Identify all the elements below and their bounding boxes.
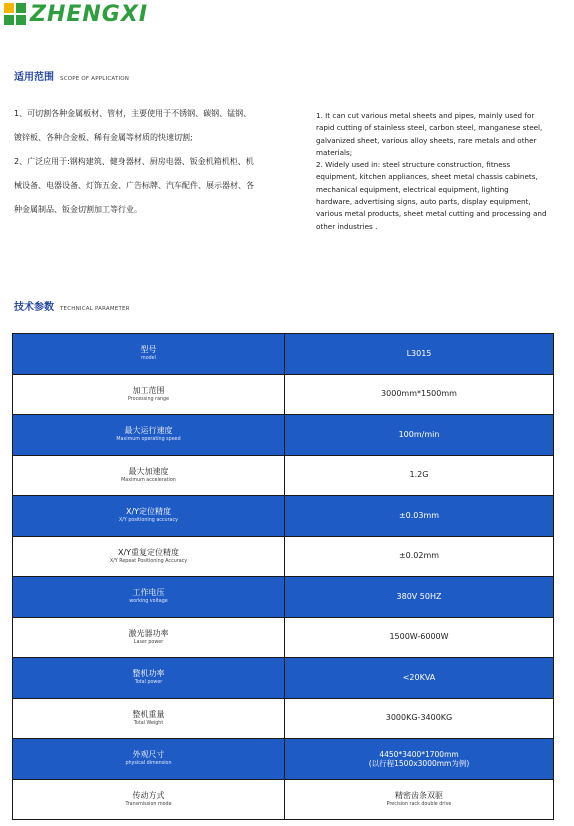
- scope-en-text: [316, 110, 560, 233]
- param-label-cn: 工作电压: [132, 588, 165, 598]
- param-value: 1500W-6000W: [389, 632, 449, 642]
- param-label-cn: 最大运行速度: [124, 426, 173, 436]
- param-value: 1.2G: [409, 470, 429, 480]
- scope-title-cn: 适用范围: [14, 72, 54, 83]
- param-label-cn: 型号: [140, 345, 157, 355]
- param-value: 3000KG-3400KG: [385, 713, 453, 723]
- technical-parameter-table: [12, 333, 554, 820]
- scope-en-line: materials;: [316, 147, 353, 157]
- params-title-en: TECHNICAL PARAMETER: [60, 306, 130, 312]
- param-value: 3000mm*1500mm: [381, 389, 457, 399]
- param-value: 4450*3400*1700mm: [379, 749, 459, 759]
- param-value: 380V 50HZ: [396, 591, 442, 601]
- param-label-cn: 传动方式: [132, 790, 165, 800]
- param-label-en: Maximum operating speed: [116, 437, 181, 443]
- scope-heading: [14, 68, 129, 83]
- param-label-cn: X/Y重复定位精度: [117, 547, 180, 557]
- param-label-en: Total power: [134, 680, 163, 686]
- params-title-cn: 技术参数: [14, 302, 54, 313]
- param-value-cell: [285, 536, 554, 577]
- param-row-repeat-accuracy: [13, 536, 554, 577]
- param-label-cn: 整机功率: [132, 669, 165, 679]
- param-label-en: X/Y Repeat Positioning Accuracy: [109, 558, 188, 564]
- param-label-cell: [13, 739, 285, 780]
- scope-cn-line: 镀锌板、各种合金板、稀有金属等材质的快速切割;: [14, 133, 193, 142]
- param-value: ±0.03mm: [398, 510, 440, 520]
- param-value-cell: [285, 374, 554, 415]
- scope-en-line: other industries .: [316, 221, 378, 231]
- param-label-cn: 整机重量: [132, 709, 165, 719]
- param-label-cell: [13, 334, 285, 375]
- param-value-cell: [285, 698, 554, 739]
- param-label-cell: [13, 617, 285, 658]
- brand-name: ZHENGXI: [30, 1, 149, 27]
- param-row-model: [13, 334, 554, 375]
- param-value: 100m/min: [398, 429, 440, 439]
- param-value-cell: [285, 779, 554, 820]
- param-value: ±0.02mm: [398, 551, 440, 561]
- param-label-en: Transmission mode: [125, 801, 172, 807]
- param-row-processing-range: [13, 374, 554, 415]
- param-value-cell: [285, 658, 554, 699]
- scope-en-line: hardware, advertising signs, auto parts, display equipment,: [316, 197, 531, 207]
- param-value-cell: [285, 496, 554, 537]
- param-label-en: Laser power: [133, 639, 164, 645]
- scope-cn-line: 械设备、电器设备、灯饰五金、广告标牌、汽车配件、展示器材、各: [14, 181, 254, 190]
- param-label-en: physical dimension: [125, 761, 172, 767]
- scope-en-line: galvanized sheet, various alloy sheets, rare metals and other: [316, 135, 537, 145]
- param-label-cell: [13, 374, 285, 415]
- param-value-cell: [285, 334, 554, 375]
- scope-cn-line: 1、可切割各种金属板材、管材，主要使用于不锈钢、碳钢、锰钢、: [14, 109, 252, 118]
- param-row-max-acceleration: [13, 455, 554, 496]
- param-row-physical-dimension: [13, 739, 554, 780]
- param-row-positioning-accuracy: [13, 496, 554, 537]
- param-label-en: Total Weight: [133, 720, 164, 726]
- param-row-total-weight: [13, 698, 554, 739]
- logo-mark-icon: [4, 3, 26, 25]
- param-label-cn: 外观尺寸: [132, 750, 165, 760]
- param-value: L3015: [406, 348, 432, 358]
- param-label-en: Maximum acceleration: [121, 477, 176, 483]
- param-label-en: working voltage: [129, 599, 168, 605]
- param-row-laser-power: [13, 617, 554, 658]
- scope-en-line: 1. It can cut various metal sheets and pipes, mainly used for: [316, 111, 535, 120]
- param-label-cell: [13, 779, 285, 820]
- param-label-cell: [13, 536, 285, 577]
- param-label-cell: [13, 415, 285, 456]
- param-row-transmission-mode: [13, 779, 554, 820]
- scope-cn-line: 种金属制品、钣金切割加工等行业。: [14, 205, 142, 214]
- param-value-cell: [285, 455, 554, 496]
- param-value-en: Precision rack double drive: [386, 801, 452, 807]
- param-label-cn: 最大加速度: [128, 466, 169, 476]
- scope-en-line: equipment, kitchen appliances, sheet metal chassis cabinets,: [316, 172, 538, 182]
- brand-logo: [4, 2, 148, 26]
- param-label-cell: [13, 658, 285, 699]
- param-value-cell: [285, 577, 554, 618]
- scope-en-line: 2. Widely used in: steel structure construction, fitness: [316, 160, 511, 170]
- scope-en-line: rapid cutting of stainless steel, carbon steel, manganese steel,: [316, 123, 543, 133]
- param-value: <20KVA: [402, 672, 436, 682]
- scope-cn-text: [14, 108, 276, 228]
- param-value: 精密齿条双驱: [395, 790, 443, 800]
- param-label-cell: [13, 455, 285, 496]
- param-label-en: Processing range: [127, 396, 170, 402]
- param-row-max-speed: [13, 415, 554, 456]
- scope-en-line: various metal products, sheet metal cutting and processing and: [316, 209, 547, 219]
- param-value-cell: [285, 617, 554, 658]
- scope-en-line: mechanical equipment, electrical equipment, lighting: [316, 184, 509, 194]
- scope-cn-line: 2、广泛应用于:钢构建筑、健身器材、厨房电器、钣金机箱机柜、机: [14, 157, 254, 166]
- param-value-cell: [285, 739, 554, 780]
- param-value-note: (以行程1500x3000mm为例): [368, 758, 470, 768]
- param-label-en: model: [141, 356, 156, 362]
- param-row-working-voltage: [13, 577, 554, 618]
- param-label-cn: X/Y定位精度: [125, 507, 172, 517]
- param-label-cn: 激光器功率: [128, 628, 169, 638]
- param-label-en: X/Y positioning accuracy: [119, 518, 178, 524]
- param-label-cell: [13, 496, 285, 537]
- param-label-cn: 加工范围: [132, 385, 165, 395]
- params-heading: [14, 298, 130, 313]
- param-label-cell: [13, 577, 285, 618]
- scope-title-en: SCOPE OF APPLICATION: [60, 76, 130, 82]
- param-value-cell: [285, 415, 554, 456]
- param-label-cell: [13, 698, 285, 739]
- param-row-total-power: [13, 658, 554, 699]
